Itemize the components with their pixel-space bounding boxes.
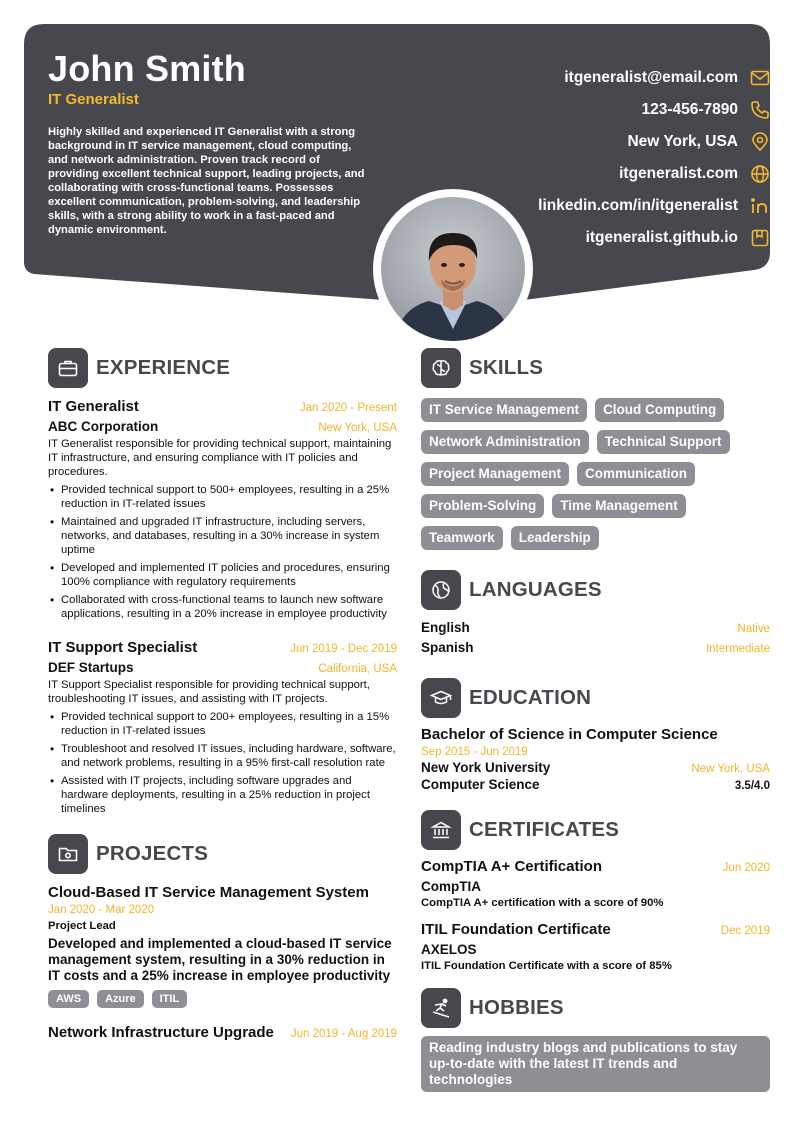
portfolio-text[interactable]: itgeneralist.github.io bbox=[585, 229, 738, 246]
language-level: Intermediate bbox=[706, 643, 770, 655]
list-item: • Collaborated with cross-functional teams to launch new software applications, resulting in a 20% increase in employee productivity bbox=[48, 593, 397, 621]
job-entry bbox=[48, 398, 397, 621]
education-school-row bbox=[421, 760, 770, 775]
skills-title: SKILLS bbox=[469, 356, 544, 379]
brain-icon bbox=[421, 348, 461, 388]
certificate-description: CompTIA A+ certification with a score of 90% bbox=[421, 897, 664, 909]
certificate-issuer: CompTIA bbox=[421, 879, 481, 894]
language-name: English bbox=[421, 620, 470, 635]
certificate-title: ITIL Foundation Certificate bbox=[421, 921, 611, 938]
education-gpa: 3.5/4.0 bbox=[734, 780, 770, 792]
education-field-row bbox=[421, 777, 770, 792]
certificate-title: CompTIA A+ Certification bbox=[421, 858, 602, 875]
job-title: IT Generalist bbox=[48, 398, 139, 415]
skill-tag: IT Service Management bbox=[421, 398, 587, 422]
linkedin-text[interactable]: linkedin.com/in/itgeneralist bbox=[538, 197, 738, 214]
job-company: DEF Startups bbox=[48, 660, 134, 675]
language-name: Spanish bbox=[421, 640, 474, 655]
job-location: California, USA bbox=[318, 663, 397, 675]
hobby-tag: Reading industry blogs and publications to stay up-to-date with the latest IT trends and technologies bbox=[421, 1036, 770, 1092]
tag-aws: AWS bbox=[48, 990, 89, 1008]
profile-summary: Highly skilled and experienced IT Generalist with a strong background in IT service management, cloud computing, and network administration. Proven track record of providing excellent technical support, leading projects, and collaborating with cross-functional teams. Possesses excellent communication, problem-solving, and leadership skills, with a strong ability to work in a fast-paced and dynamic environment. bbox=[48, 126, 365, 236]
project-entry bbox=[48, 884, 397, 1008]
briefcase-icon bbox=[48, 348, 88, 388]
skill-tag: Project Management bbox=[421, 462, 569, 486]
project-dates: Jan 2020 - Mar 2020 bbox=[48, 904, 155, 916]
globe-icon bbox=[750, 164, 770, 184]
language-list bbox=[421, 620, 770, 660]
experience-title: EXPERIENCE bbox=[96, 356, 231, 379]
skill-tag: Teamwork bbox=[421, 526, 503, 550]
skill-tag: Network Administration bbox=[421, 430, 589, 454]
project-role: Project Lead bbox=[48, 920, 116, 932]
job-company: ABC Corporation bbox=[48, 419, 159, 434]
education-dates: Sep 2015 - Jun 2019 bbox=[421, 746, 528, 758]
skill-tag: Technical Support bbox=[597, 430, 730, 454]
list-item: • Provided technical support to 500+ employees, resulting in a 25% reduction in IT-related issues bbox=[48, 483, 397, 511]
job-company-row bbox=[48, 660, 397, 675]
skill-tag: Leadership bbox=[511, 526, 599, 550]
certificate-date: Jun 2020 bbox=[722, 862, 770, 874]
portfolio-icon bbox=[750, 228, 770, 248]
tag-azure: Azure bbox=[97, 990, 144, 1008]
institution-icon bbox=[421, 810, 461, 850]
project-title: Cloud-Based IT Service Management System bbox=[48, 884, 369, 901]
languages-header bbox=[421, 570, 770, 610]
language-level: Native bbox=[737, 623, 770, 635]
profile-photo bbox=[381, 197, 525, 341]
job-location: New York, USA bbox=[318, 422, 397, 434]
project-tags bbox=[48, 990, 397, 1008]
project-title: Network Infrastructure Upgrade bbox=[48, 1024, 274, 1041]
skill-tag: Problem-Solving bbox=[421, 494, 544, 518]
contact-email[interactable] bbox=[410, 62, 770, 94]
candidate-role: IT Generalist bbox=[48, 91, 139, 108]
job-description: IT Support Specialist responsible for providing technical support, troubleshooting IT issues, and assisting with IT projects. bbox=[48, 679, 370, 705]
skill-tag: Cloud Computing bbox=[595, 398, 724, 422]
job-dates: Jun 2019 - Dec 2019 bbox=[290, 643, 397, 655]
list-item: • Troubleshoot and resolved IT issues, including hardware, software, and network problems, resulting in a 95% first-call resolution rate bbox=[48, 742, 397, 770]
language-item bbox=[421, 620, 770, 640]
project-entry bbox=[48, 1024, 397, 1041]
certificate-title-row bbox=[421, 858, 770, 875]
certificate-entry bbox=[421, 858, 770, 909]
contact-location bbox=[410, 126, 770, 158]
job-title: IT Support Specialist bbox=[48, 639, 198, 656]
certificate-title-row bbox=[421, 921, 770, 938]
project-description: Developed and implemented a cloud-based IT service management system, resulting in a 30% reduction in IT costs and a 25% increase in employee productivity bbox=[48, 936, 392, 983]
candidate-name: John Smith bbox=[48, 48, 246, 89]
hobbies-title: HOBBIES bbox=[469, 996, 564, 1019]
left-column bbox=[48, 348, 397, 1041]
list-item: • Assisted with IT projects, including software upgrades and hardware deployments, resulting in a 25% reduction in project timelines bbox=[48, 774, 397, 816]
language-globe-icon bbox=[421, 570, 461, 610]
certificates-header bbox=[421, 810, 770, 850]
education-header bbox=[421, 678, 770, 718]
job-achievements bbox=[48, 710, 397, 816]
education-location: New York, USA bbox=[691, 763, 770, 775]
contact-website[interactable] bbox=[410, 158, 770, 190]
job-dates: Jan 2020 - Present bbox=[299, 402, 397, 414]
skills-header bbox=[421, 348, 770, 388]
job-entry bbox=[48, 639, 397, 816]
location-pin-icon bbox=[750, 132, 770, 152]
education-entry bbox=[421, 726, 770, 792]
list-item: • Provided technical support to 200+ employees, resulting in a 15% reduction in IT-related issues bbox=[48, 710, 397, 738]
certificate-description: ITIL Foundation Certificate with a score of 85% bbox=[421, 960, 672, 972]
list-item: • Developed and implemented IT policies and procedures, ensuring 100% compliance with regulatory requirements bbox=[48, 561, 397, 589]
folder-icon bbox=[48, 834, 88, 874]
certificate-date: Dec 2019 bbox=[720, 925, 770, 937]
job-description: IT Generalist responsible for providing technical support, maintaining IT infrastructure, and ensuring compliance with IT policies and procedures. bbox=[48, 438, 392, 478]
projects-header bbox=[48, 834, 397, 874]
location-text: New York, USA bbox=[627, 133, 738, 150]
phone-icon bbox=[750, 100, 770, 120]
skill-tag: Time Management bbox=[552, 494, 686, 518]
projects-title: PROJECTS bbox=[96, 842, 209, 865]
certificate-entry bbox=[421, 921, 770, 972]
language-item bbox=[421, 640, 770, 660]
website-text[interactable]: itgeneralist.com bbox=[619, 165, 738, 182]
education-field: Computer Science bbox=[421, 777, 540, 792]
linkedin-icon bbox=[750, 196, 770, 216]
mail-icon bbox=[750, 68, 770, 88]
certificates-title: CERTIFICATES bbox=[469, 818, 620, 841]
job-company-row bbox=[48, 419, 397, 434]
languages-title: LANGUAGES bbox=[469, 578, 602, 601]
experience-header bbox=[48, 348, 397, 388]
job-achievements bbox=[48, 483, 397, 621]
education-degree: Bachelor of Science in Computer Science bbox=[421, 726, 718, 743]
certificate-issuer: AXELOS bbox=[421, 942, 477, 957]
tag-itil: ITIL bbox=[152, 990, 188, 1008]
list-item: • Maintained and upgraded IT infrastructure, including servers, networks, and databases, resulting in a 30% increase in system uptime bbox=[48, 515, 397, 557]
phone-text[interactable]: 123-456-7890 bbox=[641, 101, 738, 118]
project-dates: Jun 2019 - Aug 2019 bbox=[290, 1028, 397, 1040]
right-column bbox=[421, 348, 770, 1092]
skill-tag: Communication bbox=[577, 462, 695, 486]
education-school: New York University bbox=[421, 760, 551, 775]
job-title-row bbox=[48, 398, 397, 415]
education-title: EDUCATION bbox=[469, 686, 592, 709]
hobbies-header bbox=[421, 988, 770, 1028]
email-text[interactable]: itgeneralist@email.com bbox=[564, 69, 738, 86]
job-title-row bbox=[48, 639, 397, 656]
contact-phone[interactable] bbox=[410, 94, 770, 126]
skier-icon bbox=[421, 988, 461, 1028]
skill-tags bbox=[421, 398, 770, 550]
graduation-cap-icon bbox=[421, 678, 461, 718]
